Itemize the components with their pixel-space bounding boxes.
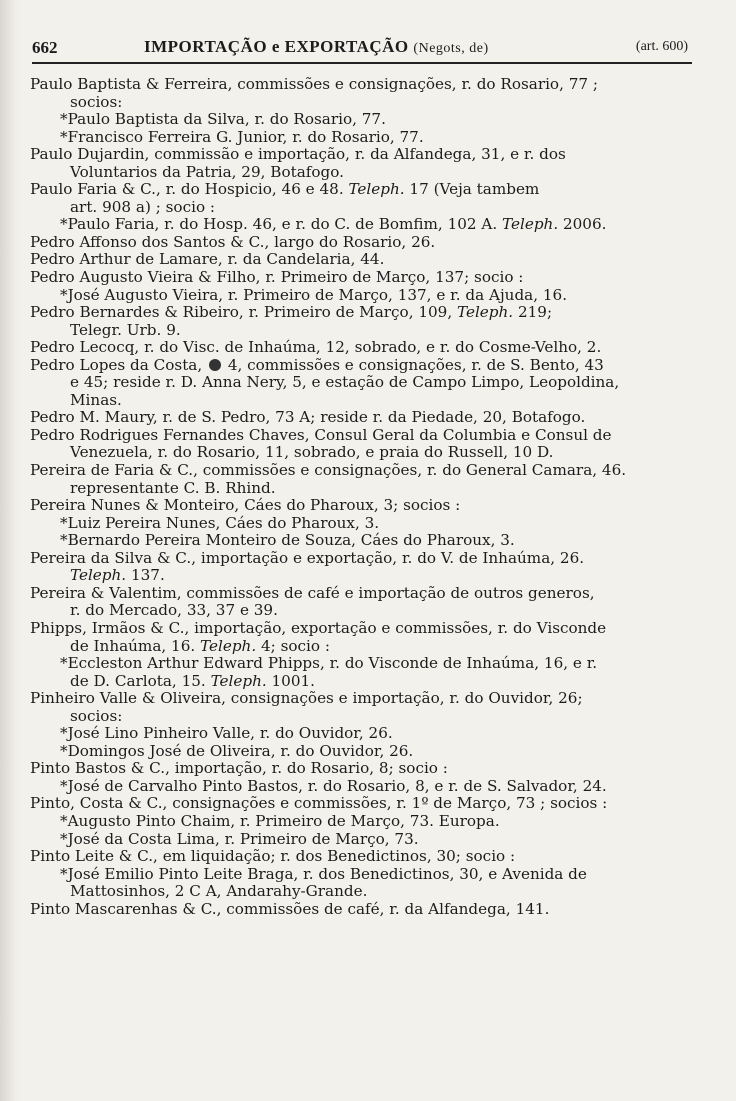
entry-text: Teleph. [70,567,127,585]
partner-line [30,831,706,849]
partner-line [30,129,706,147]
entry-text: *José Lino Pinheiro Valle, r. do Ouvidor, 26. [60,725,393,743]
entry-text: Pinheiro Valle & Oliveira, consignações e importação, r. do Ouvidor, 26; [30,690,583,708]
page-header [32,36,692,64]
entry-continuation-line [30,444,706,462]
entry-text: Phipps, Irmãos & C., importação, exportação e commissões, r. do Visconde [30,619,607,637]
entry-line [30,304,706,322]
entry-line [30,550,706,568]
directory-entries [30,76,706,918]
entry-line [30,146,706,164]
entry-text: 1001. [266,672,315,690]
entry-line [30,251,706,269]
entry-text: Pinto Mascarenhas & C., commissões de café, r. da Alfandega, 141. [30,900,550,918]
entry-text: 4; socio : [256,637,330,655]
entry-text: *José Emilio Pinto Leite Braga, r. dos Benedictinos, 30, e Avenida de [60,865,587,883]
entry-continuation-line [30,322,706,340]
entry-text: representante C. B. Rhind. [70,479,276,497]
entry-continuation-line [30,199,706,217]
entry-text: *Domingos José de Oliveira, r. do Ouvidor, 26. [60,742,414,760]
entry-text: Teleph. [348,181,405,199]
entry-text: *José de Carvalho Pinto Bastos, r. do Rosario, 8, e r. de S. Salvador, 24. [60,777,607,795]
entry-line [30,497,706,515]
section-title: IMPORTAÇÃO e EXPORTAÇÃO [144,37,409,56]
entry-text: Pedro Rodrigues Fernandes Chaves, Consul Geral da Columbia e Consul de [30,426,612,444]
entry-text: Pereira Nunes & Monteiro, Cáes do Pharoux, 3; socios : [30,497,461,515]
partner-line [30,287,706,305]
entry-text: Teleph. [457,304,514,322]
entry-continuation-line [30,480,706,498]
partner-line [30,216,706,234]
entry-text: Voluntarios da Patria, 29, Botafogo. [70,163,344,181]
entry-continuation-line [30,638,706,656]
entry-text: art. 908 a) ; socio : [70,198,216,216]
partner-line [30,111,706,129]
entry-text: Pedro M. Maury, r. de S. Pedro, 73 A; reside r. da Piedade, 20, Botafogo. [30,409,586,427]
entry-text: Pereira da Silva & C., importação e exportação, r. do V. de Inhaúma, 26. [30,549,585,567]
entry-line [30,795,706,813]
entry-line [30,409,706,427]
entry-line [30,462,706,480]
entry-text: Mattosinhos, 2 C A, Andarahy-Grande. [70,883,368,901]
entry-text: Pereira & Valentim, commissões de café e importação de outros generos, [30,584,595,602]
entry-text: 219; [513,304,553,322]
page-title [144,37,489,57]
entry-text: *Francisco Ferreira G. Junior, r. do Rosario, 77. [60,128,424,146]
entry-text: socios: [70,93,123,111]
entry-continuation-line [30,94,706,112]
article-reference: (art. 600) [635,39,688,54]
entry-text: *Augusto Pinto Chaim, r. Primeiro de Março, 73. Europa. [60,812,500,830]
entry-continuation-line [30,883,706,901]
entry-line [30,269,706,287]
partner-line [30,813,706,831]
entry-text: Pereira de Faria & C., commissões e consignações, r. do General Camara, 46. [30,462,627,480]
entry-continuation-line [30,164,706,182]
entry-text: Paulo Faria & C., r. do Hospicio, 46 e 48. [30,181,349,199]
entry-line [30,760,706,778]
entry-text: *Paulo Baptista da Silva, r. do Rosario, 77. [60,111,386,129]
section-subtitle: (Negots, de) [413,41,489,56]
entry-text: socios: [70,707,123,725]
entry-text: Teleph. [200,637,257,655]
page-gutter [0,0,22,1101]
partner-line [30,655,706,673]
partner-line [30,515,706,533]
entry-line [30,901,706,919]
entry-line [30,76,706,94]
page-number: 662 [32,38,58,57]
entry-continuation-line [30,392,706,410]
entry-line [30,690,706,708]
entry-text: *Bernardo Pereira Monteiro de Souza, Cáes do Pharoux, 3. [60,532,515,550]
entry-text: Teleph. [210,672,267,690]
entry-line [30,620,706,638]
entry-line [30,339,706,357]
entry-text: Pedro Arthur de Lamare, r. da Candelaria, 44. [30,251,385,269]
entry-continuation-line [30,708,706,726]
partner-line [30,532,706,550]
entry-text: Telegr. Urb. 9. [70,321,181,339]
entry-text: Pinto, Costa & C., consignações e commissões, r. 1º de Março, 73 ; socios : [30,795,608,813]
entry-text: e 45; reside r. D. Anna Nery, 5, e estação de Campo Limpo, Leopoldina, [70,374,620,392]
entry-text: 4, commissões e consignações, r. de S. Bento, 43 [223,356,604,374]
entry-text: Minas. [70,391,122,409]
entry-text: Pinto Leite & C., em liquidação; r. dos Benedictinos, 30; socio : [30,848,516,866]
entry-text: Pinto Bastos & C., importação, r. do Rosario, 8; socio : [30,760,448,778]
entry-line [30,181,706,199]
entry-text: Paulo Dujardin, commissão e importação, r. da Alfandega, 31, e r. dos [30,146,566,164]
entry-line [30,585,706,603]
entry-continuation-line [30,374,706,392]
entry-text: 2006. [558,216,607,234]
entry-text: Pedro Lecocq, r. do Visc. de Inhaúma, 12, sobrado, e r. do Cosme-Velho, 2. [30,339,602,357]
entry-text: Paulo Baptista & Ferreira, commissões e consignações, r. do Rosario, 77 ; [30,76,599,93]
entry-text: Pedro Bernardes & Ribeiro, r. Primeiro de Março, 109, [30,304,457,322]
partner-line [30,725,706,743]
insignia-icon [209,359,221,371]
entry-text: de D. Carlota, 15. [70,672,211,690]
entry-continuation-line [30,567,706,585]
entry-text: *Luiz Pereira Nunes, Cáes do Pharoux, 3. [60,514,380,532]
entry-text: de Inhaúma, 16. [70,637,201,655]
entry-text: *Eccleston Arthur Edward Phipps, r. do Visconde de Inhaúma, 16, e r. [60,655,598,673]
entry-text: r. do Mercado, 33, 37 e 39. [70,602,278,620]
entry-text: Pedro Affonso dos Santos & C., largo do Rosario, 26. [30,233,436,251]
entry-text: *Paulo Faria, r. do Hosp. 46, e r. do C. de Bomfim, 102 A. [60,216,503,234]
partner-line [30,866,706,884]
entry-text: Teleph. [502,216,559,234]
entry-line [30,357,706,375]
entry-text: *José Augusto Vieira, r. Primeiro de Março, 137, e r. da Ajuda, 16. [60,286,568,304]
entry-text: Pedro Lopes da Costa, [30,356,208,374]
entry-text: 137. [126,567,165,585]
entry-text: Venezuela, r. do Rosario, 11, sobrado, e praia do Russell, 10 D. [70,444,554,462]
entry-line [30,848,706,866]
entry-line [30,427,706,445]
entry-text: Pedro Augusto Vieira & Filho, r. Primeiro de Março, 137; socio : [30,269,524,287]
entry-line [30,234,706,252]
entry-text: *José da Costa Lima, r. Primeiro de Março, 73. [60,830,419,848]
entry-text: 17 (Veja tambem [404,181,540,199]
partner-line [30,778,706,796]
partner-line [30,743,706,761]
entry-continuation-line [30,673,706,691]
entry-continuation-line [30,602,706,620]
